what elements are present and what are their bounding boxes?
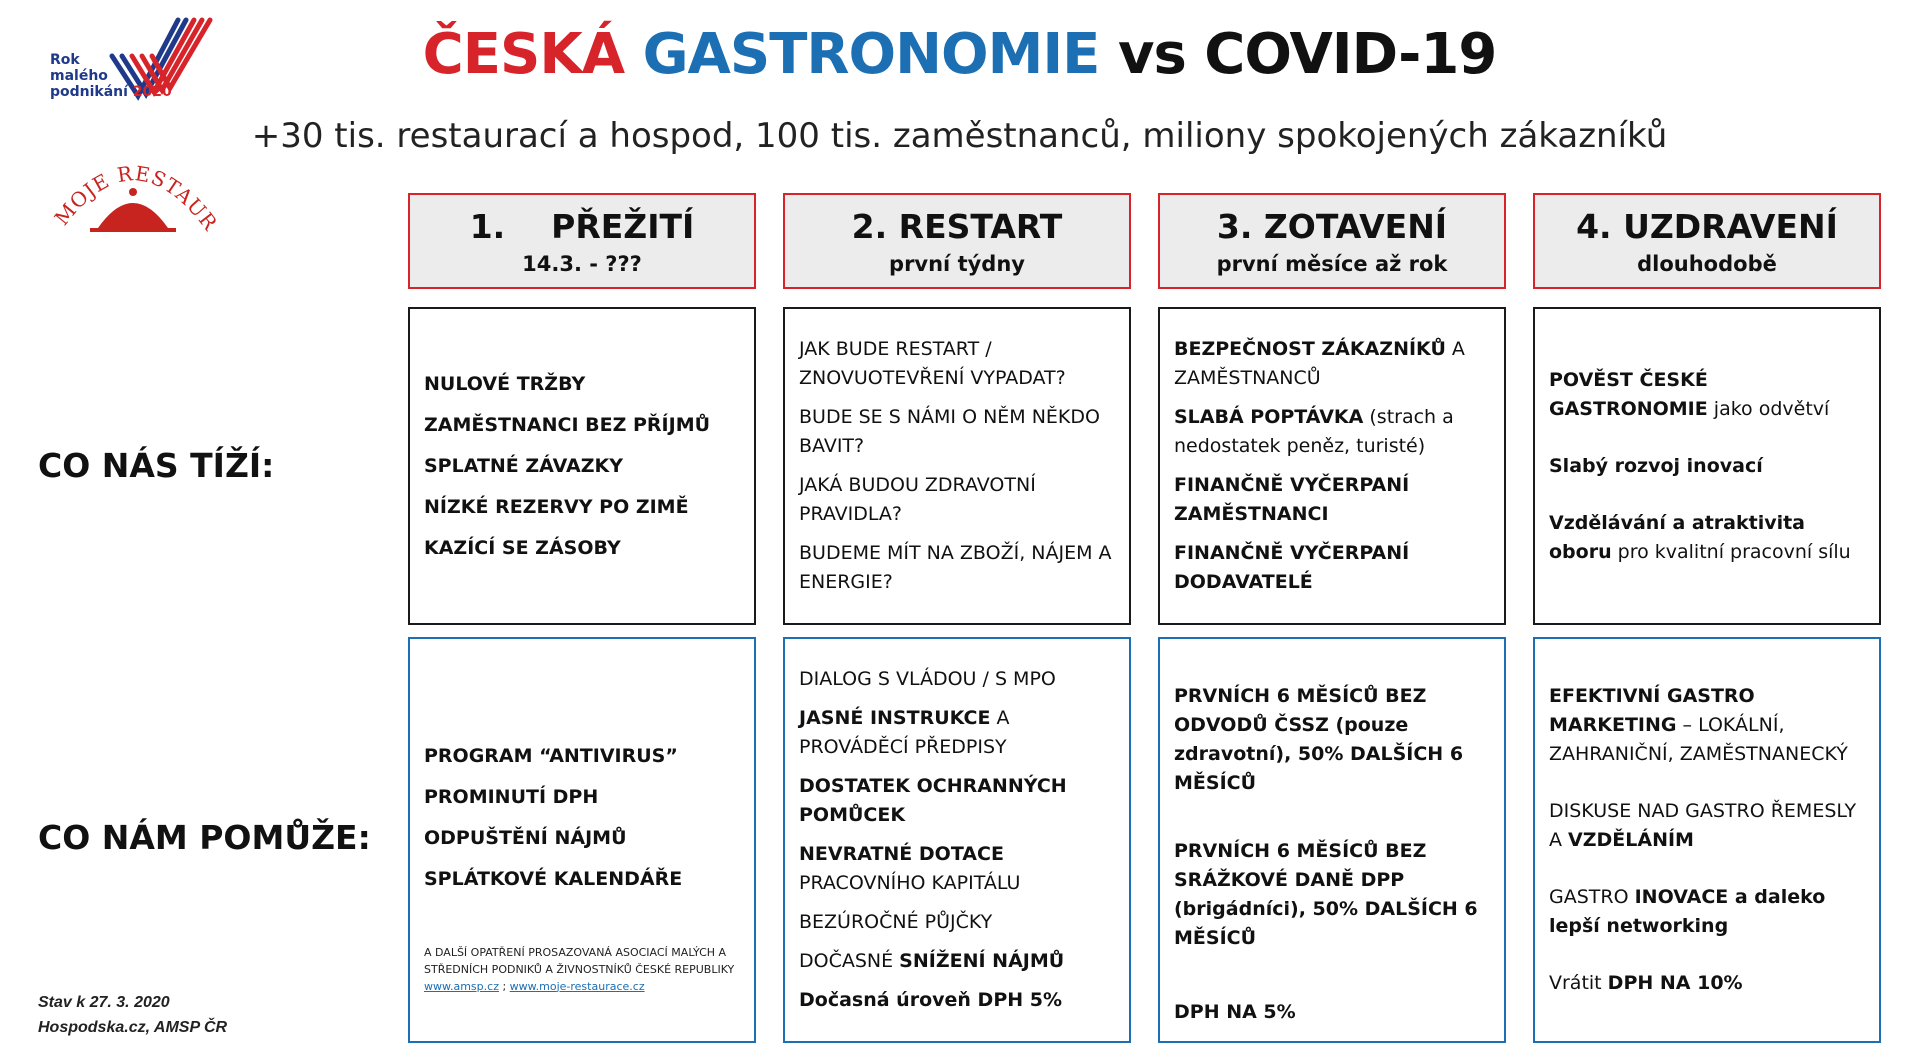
help-item: PRVNÍCH 6 MĚSÍCŮ BEZ ODVODŮ ČSSZ (pouze zdravotní), 50% DALŠÍCH 6 MĚSÍCŮ bbox=[1174, 685, 1464, 794]
help-item: PROMINUTÍ DPH bbox=[424, 785, 599, 808]
column-title: 3. ZOTAVENÍ bbox=[1216, 207, 1448, 246]
column-subtitle: dlouhodobě bbox=[1637, 252, 1777, 276]
help-item: DIALOG S VLÁDOU / S MPO bbox=[799, 668, 1056, 690]
burden-item: FINANČNĚ VYČERPANÍ DODAVATELÉ bbox=[1174, 542, 1410, 593]
help-item: DPH NA 5% bbox=[1174, 1001, 1296, 1023]
footer-date: Stav k 27. 3. 2020 bbox=[38, 994, 170, 1011]
help-item: Vrátit DPH NA 10% bbox=[1549, 972, 1743, 994]
help-item: ODPUŠTĚNÍ NÁJMŮ bbox=[424, 826, 627, 849]
burden-box-1 bbox=[408, 307, 756, 625]
page-subtitle: +30 tis. restaurací a hospod, 100 tis. zaměstnanců, miliony spokojených zákazníků bbox=[251, 116, 1668, 156]
burden-item: JAK BUDE RESTART / ZNOVUOTEVŘENÍ VYPADAT? bbox=[799, 338, 1066, 389]
burden-item: SLABÁ POPTÁVKA (strach a nedostatek peněz, turisté) bbox=[1174, 406, 1454, 457]
title-word-gastronomie: GASTRONOMIE bbox=[642, 22, 1100, 87]
footer-source-text: Hospodska.cz, AMSP ČR bbox=[38, 1019, 228, 1036]
footer-source bbox=[38, 990, 227, 1040]
help-box-4 bbox=[1533, 637, 1881, 1043]
help-item: GASTRO INOVACE a daleko lepší networking bbox=[1549, 886, 1826, 937]
burden-item: Vzdělávání a atraktivita oboru pro kvalitní pracovní sílu bbox=[1549, 511, 1851, 563]
help-item: BEZÚROČNÉ PŮJČKY bbox=[799, 911, 993, 933]
moje-restaurace-link[interactable]: www.moje-restaurace.cz bbox=[509, 979, 645, 993]
column-subtitle: první měsíce až rok bbox=[1216, 252, 1448, 276]
column-header-2 bbox=[783, 193, 1131, 289]
cloche-icon bbox=[48, 148, 218, 248]
help-item: EFEKTIVNÍ GASTRO MARKETING – LOKÁLNÍ, ZAHRANIČNÍ, ZAMĚSTNANECKÝ bbox=[1549, 685, 1848, 765]
svg-text:MOJE RESTAURACE: MOJE RESTAU bbox=[49, 161, 212, 230]
logo-line1: Rok bbox=[50, 52, 80, 68]
help-item: PROGRAM “ANTIVIRUS” bbox=[424, 744, 678, 767]
burden-item: KAZÍCÍ SE ZÁSOBY bbox=[424, 536, 621, 559]
help-item: PRVNÍCH 6 MĚSÍCŮ BEZ SRÁŽKOVÉ DANĚ DPP (brigádníci), 50% DALŠÍCH 6 MĚSÍCŮ bbox=[1174, 840, 1478, 949]
title-word-ceska: ČESKÁ bbox=[422, 22, 625, 87]
help-item: DOČASNÉ SNÍŽENÍ NÁJMŮ bbox=[799, 950, 1065, 972]
burden-item: BUDEME MÍT NA ZBOŽÍ, NÁJEM A ENERGIE? bbox=[799, 542, 1112, 593]
burden-item: NULOVÉ TRŽBY bbox=[424, 372, 586, 395]
row-label-burden: CO NÁS TÍŽÍ: bbox=[38, 446, 275, 485]
logo-line2: malého bbox=[50, 68, 108, 84]
burden-item: Slabý rozvoj inovací bbox=[1549, 454, 1763, 477]
help-box-3 bbox=[1158, 637, 1506, 1043]
help-item: DOSTATEK OCHRANNÝCH POMŮCEK bbox=[799, 775, 1067, 826]
help-item: SPLÁTKOVÉ KALENDÁŘE bbox=[424, 867, 683, 890]
moje-restaurace-logo bbox=[48, 148, 218, 248]
help-box-1 bbox=[408, 637, 756, 1043]
burden-item: BUDE SE S NÁMI O NĚM NĚKDO BAVIT? bbox=[799, 406, 1100, 457]
column-subtitle: 14.3. - ??? bbox=[522, 252, 642, 276]
title-word-covid: vs COVID-19 bbox=[1117, 22, 1497, 87]
burden-item: SPLATNÉ ZÁVAZKY bbox=[424, 454, 623, 477]
burden-item: FINANČNĚ VYČERPANÍ ZAMĚSTNANCI bbox=[1174, 474, 1410, 525]
burden-box-3 bbox=[1158, 307, 1506, 625]
burden-box-4 bbox=[1533, 307, 1881, 625]
help-item: DISKUSE NAD GASTRO ŘEMESLY A VZDĚLÁNÍM bbox=[1549, 800, 1857, 851]
column-header-4 bbox=[1533, 193, 1881, 289]
page-title bbox=[0, 22, 1919, 87]
burden-item: NÍZKÉ REZERVY PO ZIMĚ bbox=[424, 495, 689, 518]
column-subtitle: první týdny bbox=[889, 252, 1025, 276]
burden-item: POVĚST ČESKÉ GASTRONOMIE jako odvětví bbox=[1549, 368, 1830, 420]
help-item: NEVRATNÉ DOTACE PRACOVNÍHO KAPITÁLU bbox=[799, 843, 1021, 894]
column-header-3 bbox=[1158, 193, 1506, 289]
column-title: 2. RESTART bbox=[851, 207, 1063, 246]
burden-item: BEZPEČNOST ZÁKAZNÍKŮ A ZAMĚSTNANCŮ bbox=[1174, 338, 1465, 389]
burden-item: ZAMĚSTNANCI BEZ PŘÍJMŮ bbox=[424, 413, 711, 436]
burden-box-2 bbox=[783, 307, 1131, 625]
help-box-2 bbox=[783, 637, 1131, 1043]
amsp-link[interactable]: www.amsp.cz bbox=[424, 979, 499, 993]
help-item: JASNÉ INSTRUKCE A PROVÁDĚCÍ PŘEDPISY bbox=[799, 707, 1010, 758]
column-title: 4. UZDRAVENÍ bbox=[1576, 207, 1838, 246]
help-note: A DALŠÍ OPATŘENÍ PROSAZOVANÁ ASOCIACÍ MALÝCH A STŘEDNÍCH PODNIKŮ A ŽIVNOSTNÍKŮ ČESKÉ REPUBLIKY www.amsp.cz ; www.moje-restaurace.cz bbox=[424, 945, 735, 993]
column-header-1 bbox=[408, 193, 756, 289]
logo-line3: podnikání 2020 bbox=[50, 84, 172, 100]
burden-item: JAKÁ BUDOU ZDRAVOTNÍ PRAVIDLA? bbox=[799, 474, 1036, 525]
column-title: 1. PŘEŽITÍ bbox=[469, 207, 695, 246]
help-item: Dočasná úroveň DPH 5% bbox=[799, 989, 1063, 1011]
row-label-help: CO NÁM POMŮŽE: bbox=[38, 818, 371, 857]
